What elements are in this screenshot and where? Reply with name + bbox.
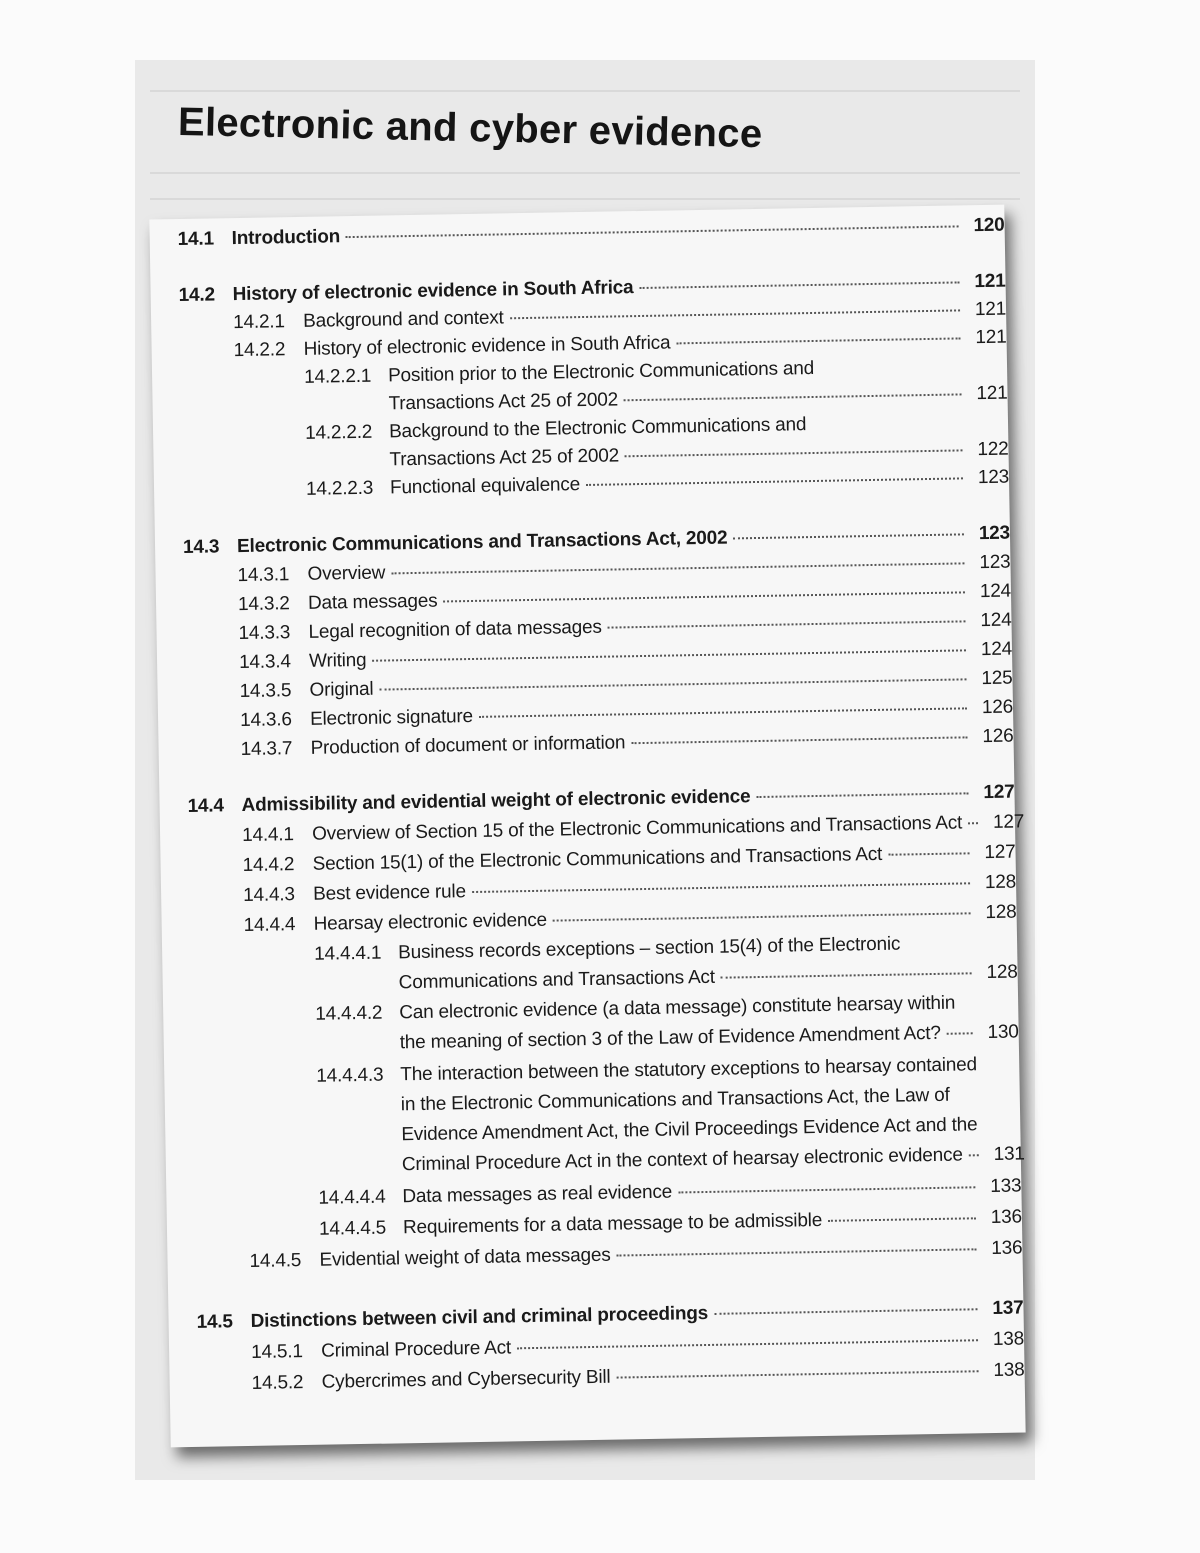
toc-label: Functional equivalence: [389, 474, 581, 499]
toc-page: 126: [981, 696, 1014, 719]
toc-label: Introduction: [231, 226, 341, 250]
dot-leader: [553, 912, 971, 921]
dot-leader: [617, 1248, 977, 1256]
toc-label: The interaction between the statutory exceptions to hearsay contained: [400, 1054, 978, 1086]
toc-page: 137: [992, 1297, 1024, 1320]
toc-label: Data messages: [307, 590, 438, 614]
dot-leader: [616, 1370, 978, 1378]
toc-page: 128: [984, 871, 1017, 894]
toc-page: 127: [983, 781, 1015, 804]
toc-label: Criminal Procedure Act: [320, 1337, 512, 1362]
toc-label: Overview: [307, 562, 386, 585]
toc-page: 128: [985, 901, 1017, 924]
dot-leader: [346, 225, 959, 238]
toc-number: 14.2: [178, 284, 216, 307]
toc-label: the meaning of section 3 of the Law of Evidence Amendment Act?: [399, 1022, 941, 1054]
toc-label: Transactions Act 25 of 2002: [389, 445, 620, 471]
dot-leader: [676, 337, 960, 344]
toc-number: 14.4.3: [242, 884, 295, 907]
bleed-through-line: [150, 198, 1020, 200]
toc-number: 14.4.4.2: [315, 1002, 383, 1025]
dot-leader: [472, 882, 970, 893]
toc-label: History of electronic evidence in South Africa: [232, 277, 634, 306]
toc-page: 125: [981, 667, 1013, 690]
toc-page: 124: [980, 638, 1013, 661]
dot-leader: [443, 591, 965, 602]
toc-label: Hearsay electronic evidence: [313, 909, 548, 935]
dot-leader: [510, 309, 960, 319]
toc-page: 124: [979, 580, 1012, 603]
toc-label: Position prior to the Electronic Communications and: [387, 357, 815, 387]
toc-label: Electronic signature: [309, 705, 474, 730]
toc-label: Admissibility and evidential weight of electronic evidence: [241, 786, 751, 817]
dot-leader: [888, 852, 969, 855]
toc-page: 120: [973, 214, 1005, 237]
dot-leader: [372, 649, 966, 661]
toc-label: Overview of Section 15 of the Electronic Communications and Transactions Act: [311, 812, 963, 845]
dot-leader: [721, 972, 972, 978]
toc-number: 14.3.7: [240, 738, 293, 761]
toc-label: in the Electronic Communications and Transactions Act, the Law of: [400, 1084, 950, 1116]
toc-label: Communications and Transactions Act: [398, 966, 716, 994]
toc-page: 122: [977, 438, 1009, 461]
toc-label: Business records exceptions – section 15(4) of the Electronic: [398, 933, 901, 964]
toc-number: 14.4.4: [243, 914, 296, 937]
toc-number: 14.3.6: [239, 709, 292, 732]
toc-page: 121: [974, 270, 1006, 293]
dot-leader: [947, 1032, 973, 1034]
toc-page: 123: [977, 466, 1010, 489]
toc-sheet: [149, 205, 1025, 1448]
toc-label: Evidence Amendment Act, the Civil Proceedings Evidence Act and the: [401, 1114, 978, 1146]
toc-number: 14.2.1: [232, 311, 285, 334]
toc-label: Legal recognition of data messages: [308, 616, 602, 643]
toc-label: Criminal Procedure Act in the context of hearsay electronic evidence: [401, 1144, 963, 1176]
toc-number: 14.4.4.5: [318, 1217, 387, 1240]
toc-number: 14.1: [177, 228, 215, 251]
toc-number: 14.2.2.1: [303, 365, 372, 388]
toc-label: History of electronic evidence in South Africa: [303, 332, 671, 360]
dot-leader: [517, 1339, 978, 1349]
toc-page: 136: [991, 1237, 1023, 1260]
toc-number: 14.3.1: [237, 564, 290, 587]
toc-number: 14.4.4.3: [316, 1064, 384, 1087]
bleed-through-line: [150, 172, 1020, 174]
toc-label: Section 15(1) of the Electronic Communications and Transactions Act: [312, 843, 883, 875]
toc-page: 131: [993, 1143, 1025, 1165]
table-of-contents: [149, 205, 1025, 1448]
toc-label: Can electronic evidence (a data message) constitute hearsay within: [399, 992, 956, 1024]
toc-label: Cybercrimes and Cybersecurity Bill: [321, 1366, 611, 1393]
toc-page: 121: [976, 382, 1008, 405]
toc-label: Best evidence rule: [312, 881, 467, 905]
toc-number: 14.4.5: [249, 1250, 302, 1272]
dot-leader: [828, 1217, 976, 1222]
toc-number: 14.3.4: [238, 651, 291, 674]
toc-number: 14.2.2.2: [304, 421, 373, 444]
toc-number: 14.4.4.4: [318, 1186, 386, 1209]
toc-page: 127: [992, 811, 1025, 833]
toc-number: 14.5.2: [251, 1372, 304, 1394]
bleed-through-line: [150, 90, 1020, 92]
dot-leader: [391, 562, 964, 574]
dot-leader: [968, 822, 978, 824]
toc-label: Production of document or information: [310, 732, 626, 759]
toc-number: 14.4.1: [241, 824, 294, 847]
toc-number: 14.2.2: [233, 339, 286, 362]
dot-leader: [639, 281, 959, 289]
dot-leader: [624, 393, 962, 401]
dot-leader: [586, 477, 963, 486]
toc-label: Transactions Act 25 of 2002: [388, 389, 619, 415]
toc-number: 14.5.1: [250, 1341, 303, 1363]
toc-label: Data messages as real evidence: [402, 1181, 673, 1208]
toc-label: Requirements for a data message to be admissible: [402, 1209, 823, 1239]
dot-leader: [733, 533, 964, 539]
toc-page: 123: [978, 522, 1011, 545]
toc-label: Background and context: [302, 307, 504, 332]
dot-leader: [625, 449, 963, 457]
toc-page: 138: [993, 1359, 1025, 1381]
toc-page: 126: [982, 725, 1014, 748]
toc-page: 133: [990, 1175, 1022, 1198]
toc-number: 14.3.3: [238, 622, 291, 645]
toc-page: 136: [990, 1206, 1023, 1229]
toc-page: 128: [986, 961, 1018, 984]
toc-label: Writing: [308, 649, 367, 672]
toc-label: Evidential weight of data messages: [319, 1244, 611, 1271]
dot-leader: [969, 1154, 979, 1156]
toc-number: 14.4.4.1: [314, 942, 382, 965]
toc-number: 14.2.2.3: [305, 477, 374, 500]
dot-leader: [678, 1186, 975, 1193]
toc-label: Electronic Communications and Transactions Act, 2002: [236, 527, 728, 558]
toc-label: Distinctions between civil and criminal proceedings: [250, 1302, 709, 1332]
toc-entry-14-1[interactable]: [150, 215, 1005, 260]
toc-label: Background to the Electronic Communications and: [388, 414, 807, 443]
chapter-title: Electronic and cyber evidence: [177, 100, 763, 157]
dot-leader: [379, 678, 966, 690]
toc-number: 14.3.5: [239, 680, 292, 703]
toc-page: 121: [974, 298, 1007, 321]
dot-leader: [479, 707, 967, 718]
toc-label: Original: [309, 678, 374, 701]
dot-leader: [631, 736, 967, 744]
toc-number: 14.4: [187, 795, 224, 817]
toc-page: 121: [975, 326, 1007, 349]
toc-page: 127: [984, 841, 1016, 864]
toc-number: 14.3: [182, 536, 220, 559]
toc-number: 14.3.2: [237, 593, 290, 616]
dot-leader: [756, 792, 968, 798]
dot-leader: [714, 1308, 977, 1315]
dot-leader: [608, 620, 966, 628]
toc-page: 123: [979, 551, 1011, 574]
toc-page: 138: [992, 1328, 1025, 1351]
toc-page: 130: [987, 1021, 1019, 1044]
toc-number: 14.4.2: [242, 854, 295, 877]
toc-number: 14.5: [196, 1311, 233, 1333]
toc-page: 124: [980, 609, 1012, 632]
